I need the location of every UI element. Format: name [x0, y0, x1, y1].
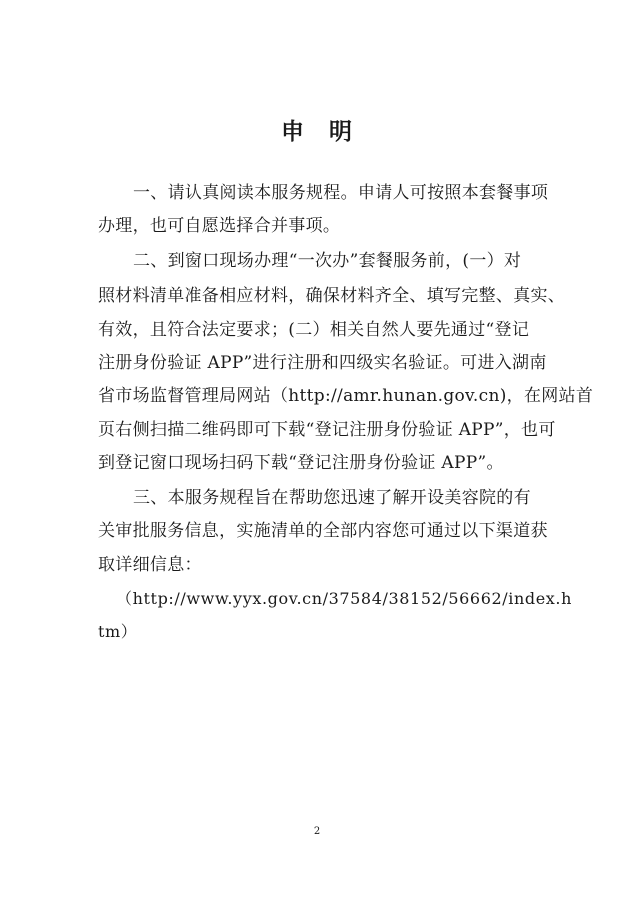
paragraph-2-line-5: 省市场监督管理局网站（http://amr.hunan.gov.cn)，在网站首 — [98, 386, 594, 406]
paragraph-2-line-1: 二、到窗口现场办理“一次办”套餐服务前，(一）对 — [133, 251, 522, 271]
paragraph-1-line-1: 一、请认真阅读本服务规程。申请人可按照本套餐事项 — [133, 183, 549, 203]
page-number: 2 — [313, 826, 321, 837]
paragraph-1-line-2: 办理，也可自愿选择合并事项。 — [98, 216, 341, 236]
paragraph-2-line-2: 照材料清单准备相应材料，确保材料齐全、填写完整、真实、 — [98, 286, 566, 306]
url-line-1: （http://www.yyx.gov.cn/37584/38152/56662/index.h — [116, 589, 573, 608]
page-title: 申 明 — [281, 119, 353, 145]
paragraph-2-line-7: 到登记窗口现场扫码下载“登记注册身份验证 APP”。 — [98, 453, 504, 473]
url-line-2: tm） — [98, 622, 138, 641]
paragraph-3-line-3: 取详细信息： — [98, 555, 202, 575]
paragraph-2-line-6: 页右侧扫描二维码即可下载“登记注册身份验证 APP”，也可 — [98, 420, 556, 440]
paragraph-3-line-1: 三、本服务规程旨在帮助您迅速了解开设美容院的有 — [133, 488, 531, 508]
paragraph-2-line-3: 有效，且符合法定要求；(二）相关自然人要先通过“登记 — [98, 320, 530, 340]
paragraph-3-line-2: 关审批服务信息，实施清单的全部内容您可通过以下渠道获 — [98, 521, 548, 541]
paragraph-2-line-4: 注册身份验证 APP”进行注册和四级实名验证。可进入湖南 — [98, 353, 547, 373]
